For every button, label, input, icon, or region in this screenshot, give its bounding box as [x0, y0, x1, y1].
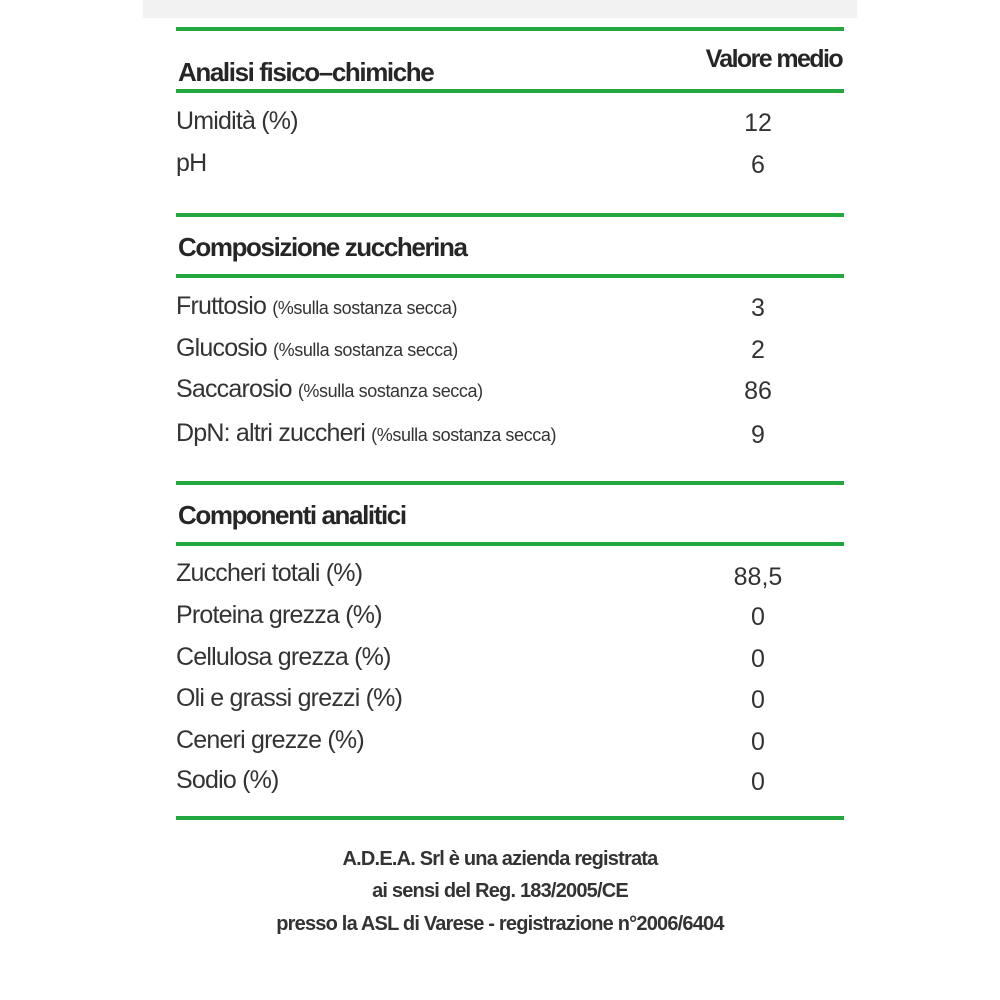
section-title-analytical: Componenti analitici [178, 500, 406, 530]
row-label: Fruttosio (%sulla sostanza secca) [176, 292, 458, 320]
row-value: 0 [751, 768, 765, 796]
section-title-physical: Analisi fisico–chimiche [178, 57, 434, 87]
row-label: Cellulosa grezza (%) [176, 643, 391, 671]
row-note: (%sulla sostanza secca) [272, 298, 458, 318]
row-value: 0 [751, 645, 765, 673]
row-value: 2 [751, 336, 765, 364]
section-rule [176, 274, 844, 278]
row-label: Proteina grezza (%) [176, 601, 382, 629]
footer-line-1: A.D.E.A. Srl è una azienda registrata [342, 848, 658, 870]
footer-line-2: ai sensi del Reg. 183/2005/CE [372, 880, 628, 902]
footer-line-3: presso la ASL di Varese - registrazione n°2006/6404 [276, 913, 724, 935]
section-rule-top [176, 27, 844, 31]
section-rule [176, 481, 844, 485]
row-value: 0 [751, 728, 765, 756]
section-title-sugars: Composizione zuccherina [178, 232, 467, 262]
row-note: (%sulla sostanza secca) [371, 425, 557, 445]
section-rule-bottom [176, 816, 844, 820]
row-value: 3 [751, 294, 765, 322]
row-label: pH [176, 149, 207, 177]
row-value: 6 [751, 151, 765, 179]
row-label: Oli e grassi grezzi (%) [176, 684, 403, 712]
row-label: Ceneri grezze (%) [176, 726, 364, 754]
section-rule [176, 213, 844, 217]
row-label: Zuccheri totali (%) [176, 559, 363, 587]
row-label: Saccarosio (%sulla sostanza secca) [176, 375, 483, 403]
row-label: DpN: altri zuccheri (%sulla sostanza secca) [176, 419, 557, 447]
row-value: 12 [744, 109, 772, 137]
row-label: Glucosio (%sulla sostanza secca) [176, 334, 458, 362]
row-value: 9 [751, 421, 765, 449]
row-value: 0 [751, 686, 765, 714]
row-label: Umidità (%) [176, 107, 298, 135]
row-value: 0 [751, 603, 765, 631]
row-note: (%sulla sostanza secca) [297, 381, 483, 401]
row-label: Sodio (%) [176, 766, 279, 794]
top-bar [143, 0, 857, 18]
row-value: 86 [744, 377, 772, 405]
section-rule [176, 89, 844, 93]
value-column-header: Valore medio [705, 45, 842, 73]
row-value: 88,5 [733, 563, 783, 591]
row-note: (%sulla sostanza secca) [273, 340, 458, 360]
section-rule [176, 542, 844, 546]
